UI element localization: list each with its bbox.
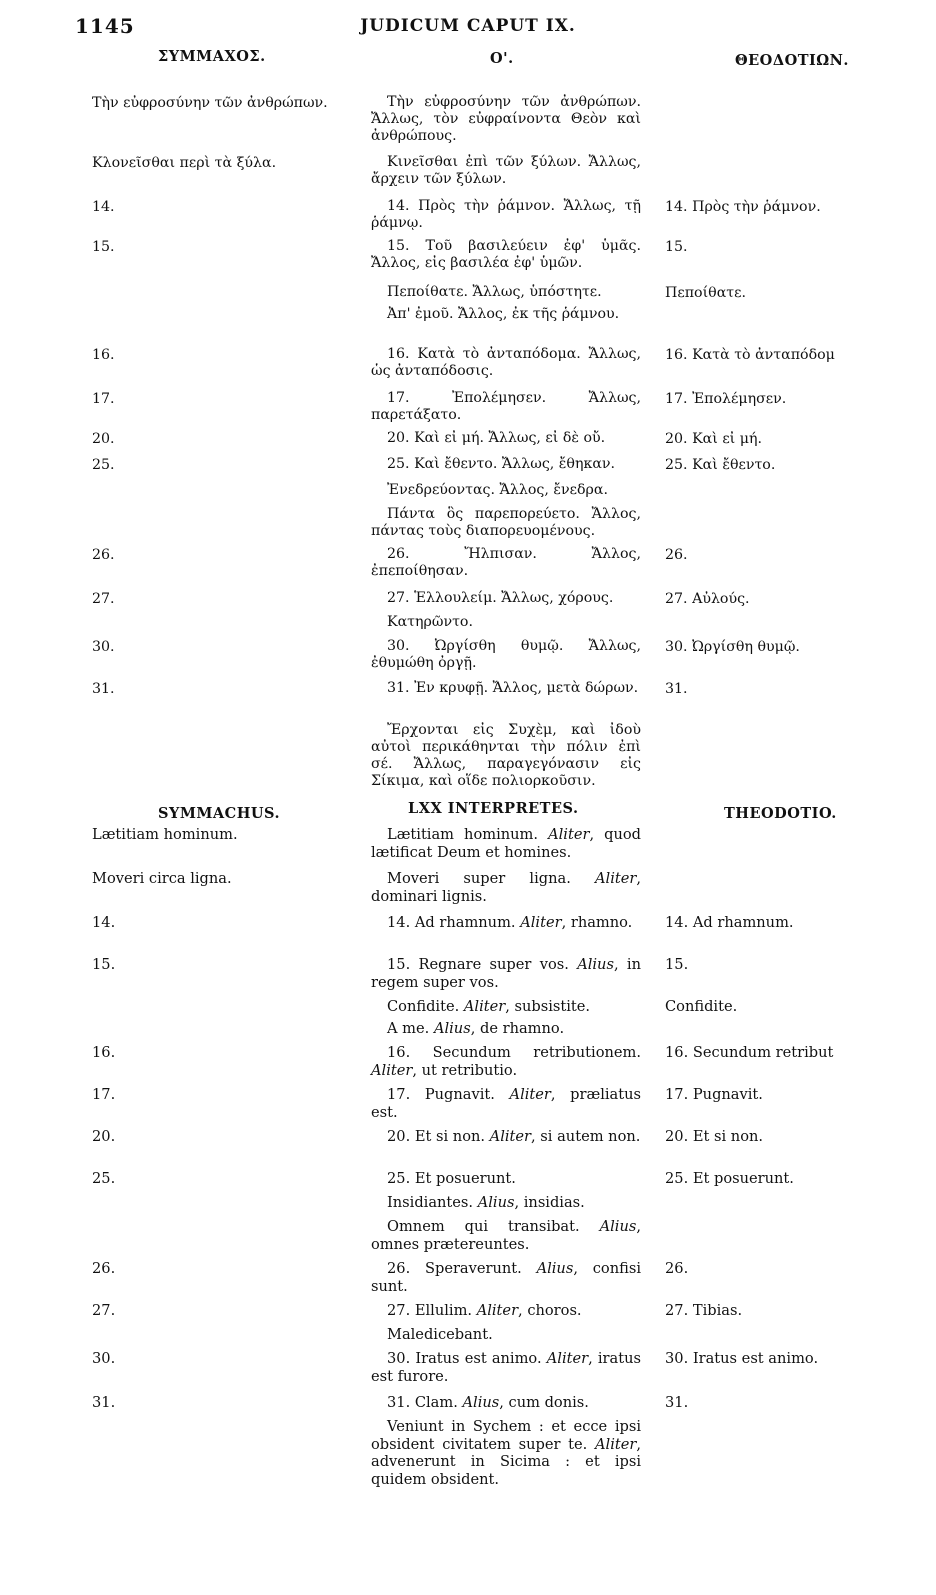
verse-number: 30. xyxy=(92,639,115,655)
theodotion-cell: 15. xyxy=(665,956,689,973)
column-heading-theodotion-greek: ΘΕΟΔΟΤΙΩΝ. xyxy=(735,52,849,69)
theodotion-cell: 30. Iratus est animo. xyxy=(665,1350,819,1367)
lxx-cell: Veniunt in Sychem : et ecce ipsi obsident civitatem super te. Aliter, advenerunt in Sicima : et ipsi quidem obsident. xyxy=(371,1418,641,1488)
lxx-cell: Κινεῖσθαι ἐπὶ τῶν ξύλων. Ἄλλως, ἄρχειν τῶν ξύλων. xyxy=(371,154,641,187)
verse-number: 16. xyxy=(92,1044,116,1061)
lxx-cell: 15. Τοῦ βασιλεύειν ἐφ' ὑμᾶς. Ἄλλος, εἰς βασιλέα ἐφ' ὑμῶν. xyxy=(371,238,641,271)
lxx-cell: Insidiantes. Alius, insidias. xyxy=(387,1194,585,1211)
lxx-cell: Πεποίθατε. Ἄλλως, ὑπόστητε. xyxy=(387,284,602,300)
lxx-cell: Lætitiam hominum. Aliter, quod lætificat Deum et homines. xyxy=(371,826,641,861)
lxx-cell: Ἔρχονται εἰς Συχὲμ, καὶ ἰδοὺ αὐτοὶ περικάθηνται τὴν πόλιν ἐπὶ σέ. Ἄλλως, παραγεγόνασιν εἰς Σίκιμα, καὶ οἵδε πολιορκοῦσιν. xyxy=(371,722,641,789)
lxx-cell: 27. Ἑλλουλείμ. Ἄλλως, χόρους. xyxy=(387,590,614,606)
theodotion-cell: 15. xyxy=(665,239,688,255)
verse-number: 31. xyxy=(92,681,115,697)
theodotion-cell: 14. Ad rhamnum. xyxy=(665,914,794,931)
lxx-cell: 17. Pugnavit. Aliter, præliatus est. xyxy=(371,1086,641,1121)
verse-number: 25. xyxy=(92,457,115,473)
theodotion-cell: 31. xyxy=(665,1394,689,1411)
verse-number: 15. xyxy=(92,956,116,973)
theodotion-cell: 14. Πρὸς τὴν ῥάμνον. xyxy=(665,199,821,215)
theodotion-cell: 25. Καὶ ἔθεντο. xyxy=(665,457,776,473)
lxx-cell: 26. Speraverunt. Alius, confisi sunt. xyxy=(371,1260,641,1295)
theodotion-cell: 16. Κατὰ τὸ ἀνταπόδομ xyxy=(665,347,835,363)
lxx-cell: 31. Ἐν κρυφῇ. Ἄλλος, μετὰ δώρων. xyxy=(387,680,639,696)
verse-number: 20. xyxy=(92,431,115,447)
verse-number: 30. xyxy=(92,1350,116,1367)
lxx-cell: 16. Secundum retributionem. Aliter, ut retributio. xyxy=(371,1044,641,1079)
theodotion-cell: 20. Et si non. xyxy=(665,1128,764,1145)
column-heading-symmachus-greek: ΣΥΜΜΑΧΟΣ. xyxy=(158,48,266,65)
verse-number: 17. xyxy=(92,391,115,407)
symmachus-cell: Τὴν εὐφροσύνην τῶν ἀνθρώπων. xyxy=(92,95,328,111)
lxx-cell: 17. Ἐπολέμησεν. Ἄλλως, παρετάξατο. xyxy=(371,390,641,423)
lxx-cell: Ἀπ' ἐμοῦ. Ἄλλος, ἐκ τῆς ῥάμνου. xyxy=(387,306,620,322)
lxx-cell: Τὴν εὐφροσύνην τῶν ἀνθρώπων. Ἄλλως, τὸν εὐφραίνοντα Θεὸν καὶ ἀνθρώπους. xyxy=(371,94,641,144)
theodotion-cell: 27. Tibias. xyxy=(665,1302,743,1319)
lxx-cell: 25. Et posuerunt. xyxy=(387,1170,516,1187)
theodotion-cell: Πεποίθατε. xyxy=(665,285,746,301)
column-heading-symmachus-latin: SYMMACHUS. xyxy=(158,805,281,822)
page-title: JUDICUM CAPUT IX. xyxy=(360,16,576,36)
column-heading-lxx-latin: LXX INTERPRETES. xyxy=(408,800,579,817)
lxx-cell: 15. Regnare super vos. Alius, in regem super vos. xyxy=(371,956,641,991)
lxx-cell: Confidite. Aliter, subsistite. xyxy=(387,998,591,1015)
verse-number: 26. xyxy=(92,547,115,563)
lxx-cell: 20. Et si non. Aliter, si autem non. xyxy=(387,1128,641,1145)
theodotion-cell: 30. Ὠργίσθη θυμῷ. xyxy=(665,639,800,655)
symmachus-cell: Lætitiam hominum. xyxy=(92,826,238,843)
verse-number: 14. xyxy=(92,914,116,931)
verse-number: 25. xyxy=(92,1170,116,1187)
theodotion-cell: 26. xyxy=(665,547,688,563)
column-heading-theodotion-latin: THEODOTIO. xyxy=(724,805,837,822)
lxx-cell: 20. Καὶ εἰ μή. Ἄλλως, εἰ δὲ οὔ. xyxy=(387,430,606,446)
lxx-cell: Moveri super ligna. Aliter, dominari lignis. xyxy=(371,870,641,905)
lxx-cell: Maledicebant. xyxy=(387,1326,493,1343)
symmachus-cell: Κλονεῖσθαι περὶ τὰ ξύλα. xyxy=(92,155,277,171)
lxx-cell: Πάντα ὃς παρεπορεύετο. Ἄλλος, πάντας τοὺς διαπορευομένους. xyxy=(371,506,641,539)
symmachus-cell: Moveri circa ligna. xyxy=(92,870,232,887)
lxx-cell: 31. Clam. Alius, cum donis. xyxy=(387,1394,589,1411)
theodotion-cell: 25. Et posuerunt. xyxy=(665,1170,794,1187)
verse-number: 31. xyxy=(92,1394,116,1411)
verse-number: 17. xyxy=(92,1086,116,1103)
verse-number: 16. xyxy=(92,347,115,363)
page-number: 1145 xyxy=(75,14,135,38)
page-header xyxy=(0,14,936,40)
verse-number: 27. xyxy=(92,1302,116,1319)
column-heading-lxx-greek: Ο'. xyxy=(490,50,514,67)
theodotion-cell: Confidite. xyxy=(665,998,738,1015)
verse-number: 27. xyxy=(92,591,115,607)
lxx-cell: 26. Ἤλπισαν. Ἄλλος, ἐπεποίθησαν. xyxy=(371,546,641,579)
verse-number: 20. xyxy=(92,1128,116,1145)
lxx-cell: Κατηρῶντο. xyxy=(387,614,473,630)
lxx-cell: 14. Πρὸς τὴν ῥάμνον. Ἄλλως, τῇ ῥάμνῳ. xyxy=(371,198,641,231)
verse-number: 14. xyxy=(92,199,115,215)
lxx-cell: A me. Alius, de rhamno. xyxy=(387,1020,565,1037)
lxx-cell: 30. Ὠργίσθη θυμῷ. Ἄλλως, ἐθυμώθη ὀργῇ. xyxy=(371,638,641,671)
verse-number: 15. xyxy=(92,239,115,255)
lxx-cell: 30. Iratus est animo. Aliter, iratus est furore. xyxy=(371,1350,641,1385)
theodotion-cell: 31. xyxy=(665,681,688,697)
theodotion-cell: 20. Καὶ εἰ μή. xyxy=(665,431,762,447)
theodotion-cell: 27. Αὐλούς. xyxy=(665,591,750,607)
theodotion-cell: 26. xyxy=(665,1260,689,1277)
lxx-cell: Ἐνεδρεύοντας. Ἄλλος, ἔνεδρα. xyxy=(387,482,608,498)
lxx-cell: 16. Κατὰ τὸ ἀνταπόδομα. Ἄλλως, ὡς ἀνταπόδοσις. xyxy=(371,346,641,379)
theodotion-cell: 17. Pugnavit. xyxy=(665,1086,763,1103)
lxx-cell: Omnem qui transibat. Alius, omnes prætereuntes. xyxy=(371,1218,641,1253)
theodotion-cell: 17. Ἐπολέμησεν. xyxy=(665,391,787,407)
lxx-cell: 14. Ad rhamnum. Aliter, rhamno. xyxy=(387,914,633,931)
lxx-cell: 25. Καὶ ἔθεντο. Ἄλλως, ἔθηκαν. xyxy=(387,456,616,472)
verse-number: 26. xyxy=(92,1260,116,1277)
lxx-cell: 27. Ellulim. Aliter, choros. xyxy=(387,1302,582,1319)
theodotion-cell: 16. Secundum retribut xyxy=(665,1044,834,1061)
